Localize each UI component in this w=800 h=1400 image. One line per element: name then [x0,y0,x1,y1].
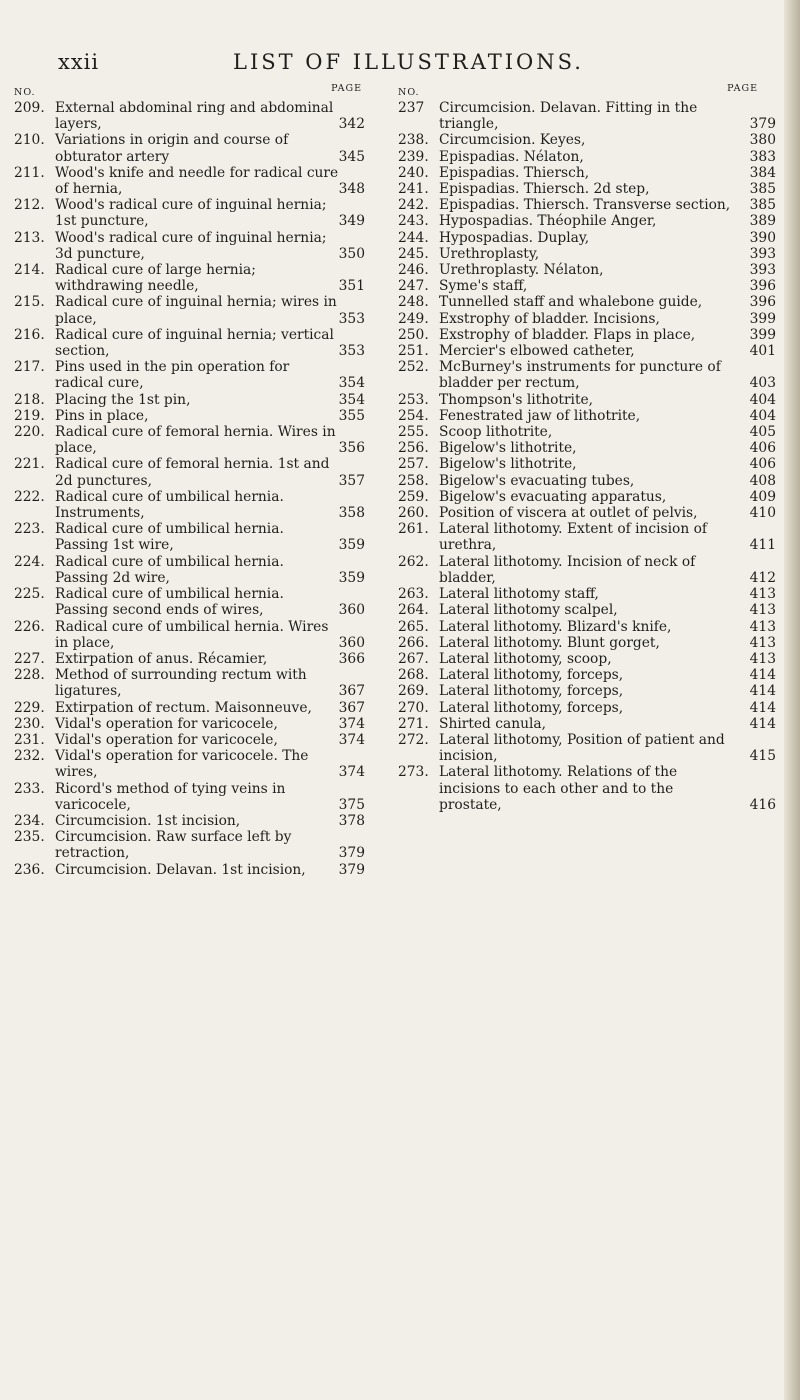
page-number: 354 [338,375,365,392]
list-item [14,732,380,748]
figure-caption: Tunnelled staff and whalebone guide, [439,294,703,311]
figure-number: 241. [398,181,429,198]
figure-number: 223. [14,521,45,538]
figure-caption: Variations in origin and course of obturator artery [55,132,289,165]
page-number: 374 [338,731,365,748]
figure-number: 221. [14,456,45,473]
figure-caption: Circumcision. 1st incision, [55,812,241,829]
figure-caption: Bigelow's lithotrite, [439,440,577,457]
list-item [14,294,380,326]
figure-number: 259. [398,488,429,505]
page-number: 359 [338,569,365,586]
figure-number: 248. [398,294,429,311]
figure-caption: Epispadias. Thiersch. Transverse section, [439,197,731,214]
figure-number: 238. [398,132,429,149]
page-number: 385 [749,181,776,198]
list-item [14,667,380,699]
figure-number: 243. [398,213,429,230]
figure-number: 246. [398,262,429,279]
figure-caption: Extirpation of rectum. Maisonneuve, [55,699,312,716]
list-item [398,521,776,553]
figure-number: 233. [14,780,45,797]
figure-number: 212. [14,197,45,214]
page-number: 355 [338,407,365,424]
figure-number: 222. [14,488,45,505]
list-item [14,586,380,618]
page-number: 390 [749,229,776,246]
list-item [14,100,380,132]
figure-caption: Circumcision. Delavan. 1st incision, [55,861,306,878]
figure-caption: Lateral lithotomy. Relations of the incisions to each other and to the prostate, [439,764,678,813]
left-column-header [14,83,380,100]
figure-number: 229. [14,699,45,716]
list-item [14,651,380,667]
page-title: LIST OF ILLUSTRATIONS. [233,50,584,74]
figure-caption: Radical cure of umbilical hernia. Passing 1st wire, [55,521,284,554]
figure-caption: Lateral lithotomy, Position of patient and incision, [439,731,725,765]
figure-caption: Wood's radical cure of inguinal hernia; 1st puncture, [55,197,327,230]
figure-caption: Lateral lithotomy staff, [439,586,599,603]
figure-caption: Mercier's elbowed catheter, [439,343,635,360]
figure-caption: Bigelow's evacuating apparatus, [439,488,667,505]
page-number: 414 [749,699,776,716]
list-item [398,683,776,699]
figure-caption: Lateral lithotomy, forceps, [439,683,624,700]
figure-number: 216. [14,326,45,343]
list-item [398,667,776,683]
figure-number: 267. [398,650,429,667]
figure-number: 263. [398,586,429,603]
figure-number: 250. [398,326,429,343]
list-item [398,197,776,213]
page-number: 396 [749,278,776,295]
figure-number: 236. [14,861,45,878]
page-number: 351 [338,278,365,295]
right-column-header [398,83,776,100]
figure-number: 228. [14,667,45,684]
list-item [14,862,380,878]
list-item [14,554,380,586]
figure-caption: Circumcision. Raw surface left by retraction, [55,829,292,862]
figure-number: 242. [398,197,429,214]
page-number: 374 [338,715,365,732]
left-column [14,83,380,878]
list-item [398,392,776,408]
figure-caption: Urethroplasty. Nélaton, [439,262,604,279]
figure-caption: Lateral lithotomy. Blunt gorget, [439,634,660,651]
page-number: 405 [749,424,776,441]
list-item [14,408,380,424]
figure-number: 234. [14,812,45,829]
figure-caption: Placing the 1st pin, [55,391,191,408]
page-number: 384 [749,164,776,181]
page-number: 383 [749,148,776,165]
list-item [14,619,380,651]
list-item [398,700,776,716]
figure-number: 239. [398,148,429,165]
page-number: 385 [749,197,776,214]
page-number: 367 [338,683,365,700]
figure-number: 224. [14,553,45,570]
list-item [398,149,776,165]
figure-caption: Vidal's operation for varicocele, [55,715,278,732]
list-item [398,100,776,132]
left-entry-list [14,100,380,878]
roman-page-number: xxii [58,50,100,74]
figure-number: 258. [398,472,429,489]
figure-number: 214. [14,262,45,279]
figure-caption: Hypospadias. Duplay, [439,229,590,246]
page-number: 345 [338,148,365,165]
page-number: 356 [338,440,365,457]
page-number: 413 [749,650,776,667]
list-item [14,700,380,716]
list-item [398,716,776,732]
figure-caption: Lateral lithotomy, forceps, [439,699,624,716]
page-header [58,50,758,80]
figure-caption: Thompson's lithotrite, [439,391,594,408]
figure-caption: Circumcision. Delavan. Fitting in the triangle, [439,100,698,133]
page-number: 360 [338,634,365,651]
figure-caption: Exstrophy of bladder. Flaps in place, [439,326,696,343]
list-item [398,473,776,489]
page-number: 403 [749,375,776,392]
page-number: 413 [749,602,776,619]
figure-number: 232. [14,748,45,765]
list-item [398,619,776,635]
figure-caption: Radical cure of inguinal hernia; vertical section, [55,326,334,360]
list-item [14,489,380,521]
figure-caption: Fenestrated jaw of lithotrite, [439,407,641,424]
list-item [398,408,776,424]
list-item [398,651,776,667]
figure-number: 211. [14,164,45,181]
figure-number: 237 [398,100,425,116]
figure-caption: McBurney's instruments for puncture of bladder per rectum, [439,359,721,392]
page-label: PAGE [331,83,362,94]
figure-caption: Pins in place, [55,407,149,424]
page-number: 348 [338,181,365,198]
page-number: 375 [338,796,365,813]
list-item [398,262,776,278]
page-number: 359 [338,537,365,554]
list-item [14,424,380,456]
figure-caption: Radical cure of umbilical hernia. Passing second ends of wires, [55,586,284,619]
page-number: 413 [749,618,776,635]
figure-number: 226. [14,618,45,635]
figure-number: 209. [14,100,45,116]
figure-caption: Epispadias. Nélaton, [439,148,584,165]
figure-caption: External abdominal ring and abdominal layers, [55,100,334,133]
page-number: 396 [749,294,776,311]
page-number: 401 [749,343,776,360]
figure-number: 265. [398,618,429,635]
list-item [398,635,776,651]
figure-number: 254. [398,407,429,424]
figure-caption: Vidal's operation for varicocele, [55,731,278,748]
list-item [14,132,380,164]
page-number: 357 [338,472,365,489]
figure-number: 227. [14,650,45,667]
list-item [14,781,380,813]
page-number: 349 [338,213,365,230]
figure-number: 255. [398,424,429,441]
figure-number: 247. [398,278,429,295]
page-number: 414 [749,715,776,732]
figure-number: 252. [398,359,429,376]
page-number: 358 [338,505,365,522]
page-number: 414 [749,683,776,700]
figure-number: 218. [14,391,45,408]
page-number: 406 [749,456,776,473]
page-number: 410 [749,505,776,522]
figure-number: 266. [398,634,429,651]
figure-caption: Syme's staff, [439,278,528,295]
figure-caption: Bigelow's evacuating tubes, [439,472,635,489]
list-item [398,311,776,327]
list-item [14,197,380,229]
list-item [14,327,380,359]
figure-number: 213. [14,229,45,246]
right-entry-list [398,100,776,813]
figure-number: 219. [14,407,45,424]
figure-number: 268. [398,667,429,684]
list-item [398,732,776,764]
list-item [14,456,380,488]
figure-number: 271. [398,715,429,732]
figure-caption: Wood's knife and needle for radical cure of hernia, [55,164,339,198]
list-item [14,262,380,294]
figure-number: 261. [398,521,429,538]
list-item [14,392,380,408]
figure-number: 262. [398,553,429,570]
figure-number: 264. [398,602,429,619]
figure-caption: Scoop lithotrite, [439,424,553,441]
page-number: 406 [749,440,776,457]
page-number: 354 [338,391,365,408]
figure-number: 231. [14,731,45,748]
figure-number: 225. [14,586,45,603]
list-item [398,440,776,456]
page-number: 342 [338,116,365,133]
page-number: 411 [749,537,776,554]
list-item [398,424,776,440]
figure-caption: Radical cure of large hernia; withdrawing needle, [55,262,256,295]
page-number: 404 [749,391,776,408]
figure-number: 256. [398,440,429,457]
list-item [14,359,380,391]
figure-number: 249. [398,310,429,327]
figure-number: 235. [14,829,45,846]
list-item [398,165,776,181]
figure-caption: Lateral lithotomy. Extent of incision of urethra, [439,521,708,554]
figure-caption: Lateral lithotomy, forceps, [439,667,624,684]
list-item [398,278,776,294]
figure-caption: Shirted canula, [439,715,547,732]
page-number: 380 [749,132,776,149]
list-item [398,181,776,197]
page-number: 414 [749,667,776,684]
list-item [398,456,776,472]
figure-caption: Bigelow's lithotrite, [439,456,577,473]
page-number: 408 [749,472,776,489]
figure-caption: Vidal's operation for varicocele. The wires, [55,748,309,781]
page-number: 393 [749,245,776,262]
page-number: 374 [338,764,365,781]
list-item [398,246,776,262]
figure-caption: Exstrophy of bladder. Incisions, [439,310,660,327]
list-item [14,165,380,197]
figure-number: 269. [398,683,429,700]
list-item [398,132,776,148]
figure-number: 257. [398,456,429,473]
list-item [398,586,776,602]
page-edge-shadow [784,0,800,1400]
figure-number: 253. [398,391,429,408]
list-item [398,294,776,310]
page-number: 416 [749,796,776,813]
page-label: PAGE [727,83,758,94]
list-item [14,829,380,861]
figure-caption: Hypospadias. Théophile Anger, [439,213,657,230]
figure-caption: Radical cure of inguinal hernia; wires in place, [55,294,337,327]
list-item [14,230,380,262]
figure-number: 270. [398,699,429,716]
figure-number: 217. [14,359,45,376]
figure-caption: Lateral lithotomy, scoop, [439,650,612,667]
figure-caption: Wood's radical cure of inguinal hernia; 3d puncture, [55,229,327,262]
no-label: NO. [398,87,420,98]
figure-caption: Urethroplasty, [439,245,540,262]
figure-caption: Extirpation of anus. Récamier, [55,650,268,667]
figure-number: 272. [398,731,429,748]
figure-number: 245. [398,245,429,262]
figure-number: 273. [398,764,429,781]
page-number: 415 [749,748,776,765]
figure-caption: Radical cure of umbilical hernia. Wires in place, [55,618,329,651]
list-item [398,489,776,505]
page-number: 360 [338,602,365,619]
page-number: 409 [749,488,776,505]
figure-number: 244. [398,229,429,246]
list-item [398,343,776,359]
page-number: 413 [749,586,776,603]
figure-caption: Pins used in the pin operation for radical cure, [55,359,290,392]
page-number: 379 [338,861,365,878]
page-number: 389 [749,213,776,230]
figure-caption: Circumcision. Keyes, [439,132,586,149]
list-item [398,554,776,586]
list-item [14,813,380,829]
list-item [14,716,380,732]
figure-number: 251. [398,343,429,360]
figure-number: 240. [398,164,429,181]
page-number: 399 [749,326,776,343]
figure-number: 215. [14,294,45,311]
page-number: 379 [749,116,776,133]
figure-number: 230. [14,715,45,732]
page-number: 413 [749,634,776,651]
figure-number: 210. [14,132,45,149]
list-item [398,602,776,618]
right-column [398,83,776,813]
figure-number: 260. [398,505,429,522]
figure-caption: Radical cure of femoral hernia. 1st and 2d punctures, [55,456,330,489]
list-item [14,748,380,780]
figure-caption: Radical cure of umbilical hernia. Instruments, [55,488,284,522]
figure-caption: Radical cure of umbilical hernia. Passing 2d wire, [55,553,284,586]
figure-caption: Epispadias. Thiersch, [439,164,590,181]
list-item [398,764,776,813]
figure-caption: Method of surrounding rectum with ligatures, [55,667,307,700]
figure-caption: Lateral lithotomy. Incision of neck of bladder, [439,553,696,586]
list-item [398,327,776,343]
figure-caption: Epispadias. Thiersch. 2d step, [439,181,650,198]
page-number: 378 [338,812,365,829]
figure-caption: Position of viscera at outlet of pelvis, [439,505,698,522]
figure-caption: Ricord's method of tying veins in varicocele, [55,780,286,813]
page-number: 399 [749,310,776,327]
figure-number: 220. [14,424,45,441]
page-number: 393 [749,262,776,279]
page-number: 353 [338,343,365,360]
page-number: 404 [749,407,776,424]
list-item [398,213,776,229]
list-item [398,359,776,391]
figure-caption: Lateral lithotomy scalpel, [439,602,618,619]
list-item [14,521,380,553]
figure-caption: Lateral lithotomy. Blizard's knife, [439,618,672,635]
figure-caption: Radical cure of femoral hernia. Wires in place, [55,424,336,457]
page-number: 353 [338,310,365,327]
page-number: 379 [338,845,365,862]
page-number: 366 [338,650,365,667]
list-item [398,505,776,521]
page-number: 350 [338,245,365,262]
no-label: NO. [14,87,36,98]
list-item [398,230,776,246]
page-number: 412 [749,569,776,586]
page-number: 367 [338,699,365,716]
